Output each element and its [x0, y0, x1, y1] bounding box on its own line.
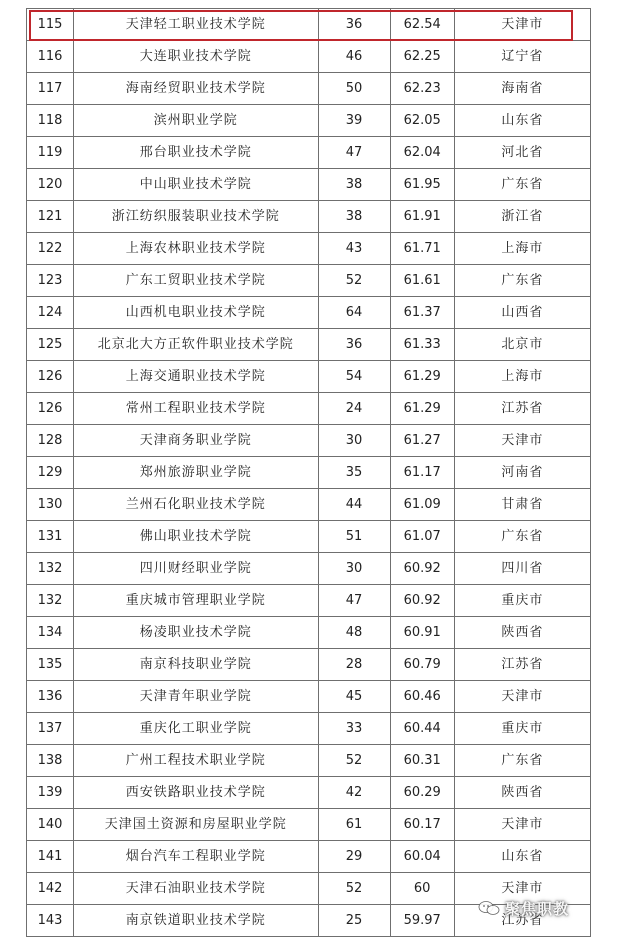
- rank-cell: 140: [27, 809, 74, 841]
- count-cell: 35: [318, 457, 390, 489]
- rank-cell: 143: [27, 905, 74, 937]
- college-name-cell: 重庆化工职业学院: [74, 713, 318, 745]
- table-row: [27, 393, 591, 425]
- college-name-cell: 西安铁路职业技术学院: [74, 777, 318, 809]
- rank-cell: 116: [27, 41, 74, 73]
- college-name-cell: 天津商务职业学院: [74, 425, 318, 457]
- table-row: [27, 137, 591, 169]
- province-cell: 陕西省: [454, 617, 590, 649]
- college-name-cell: 烟台汽车工程职业学院: [74, 841, 318, 873]
- province-cell: 江苏省: [454, 905, 590, 937]
- province-cell: 广东省: [454, 169, 590, 201]
- score-cell: 61.33: [390, 329, 454, 361]
- rank-cell: 142: [27, 873, 74, 905]
- table-row: [27, 841, 591, 873]
- rank-cell: 136: [27, 681, 74, 713]
- province-cell: 重庆市: [454, 713, 590, 745]
- table-row: [27, 489, 591, 521]
- table-row: [27, 233, 591, 265]
- college-name-cell: 兰州石化职业技术学院: [74, 489, 318, 521]
- province-cell: 山东省: [454, 105, 590, 137]
- ranking-table: [26, 8, 591, 937]
- table-row: [27, 681, 591, 713]
- province-cell: 广东省: [454, 745, 590, 777]
- rank-cell: 120: [27, 169, 74, 201]
- province-cell: 河北省: [454, 137, 590, 169]
- table-row: [27, 41, 591, 73]
- score-cell: 60.79: [390, 649, 454, 681]
- college-name-cell: 天津轻工职业技术学院: [74, 9, 318, 41]
- rank-cell: 129: [27, 457, 74, 489]
- watermark-text: 聚焦职教: [505, 899, 570, 918]
- watermark: [478, 896, 569, 920]
- score-cell: 60.92: [390, 585, 454, 617]
- province-cell: 上海市: [454, 233, 590, 265]
- college-name-cell: 滨州职业学院: [74, 105, 318, 137]
- rank-cell: 126: [27, 393, 74, 425]
- count-cell: 24: [318, 393, 390, 425]
- province-cell: 北京市: [454, 329, 590, 361]
- count-cell: 30: [318, 553, 390, 585]
- province-cell: 天津市: [454, 9, 590, 41]
- count-cell: 38: [318, 169, 390, 201]
- count-cell: 38: [318, 201, 390, 233]
- count-cell: 61: [318, 809, 390, 841]
- rank-cell: 138: [27, 745, 74, 777]
- college-name-cell: 大连职业技术学院: [74, 41, 318, 73]
- province-cell: 陕西省: [454, 777, 590, 809]
- table-row: [27, 9, 591, 41]
- score-cell: 60.17: [390, 809, 454, 841]
- score-cell: 61.29: [390, 361, 454, 393]
- table-row: [27, 649, 591, 681]
- province-cell: 天津市: [454, 809, 590, 841]
- province-cell: 辽宁省: [454, 41, 590, 73]
- province-cell: 广东省: [454, 265, 590, 297]
- count-cell: 48: [318, 617, 390, 649]
- rank-cell: 121: [27, 201, 74, 233]
- table-row: [27, 105, 591, 137]
- rank-cell: 132: [27, 585, 74, 617]
- count-cell: 45: [318, 681, 390, 713]
- province-cell: 重庆市: [454, 585, 590, 617]
- table-row: [27, 809, 591, 841]
- college-name-cell: 广东工贸职业技术学院: [74, 265, 318, 297]
- score-cell: 61.37: [390, 297, 454, 329]
- province-cell: 天津市: [454, 681, 590, 713]
- college-name-cell: 海南经贸职业技术学院: [74, 73, 318, 105]
- wechat-icon: [478, 900, 500, 916]
- rank-cell: 135: [27, 649, 74, 681]
- count-cell: 43: [318, 233, 390, 265]
- score-cell: 61.95: [390, 169, 454, 201]
- table-row: [27, 201, 591, 233]
- table-row: [27, 745, 591, 777]
- table-row: [27, 457, 591, 489]
- rank-cell: 122: [27, 233, 74, 265]
- college-name-cell: 邢台职业技术学院: [74, 137, 318, 169]
- college-name-cell: 上海交通职业技术学院: [74, 361, 318, 393]
- province-cell: 江苏省: [454, 393, 590, 425]
- count-cell: 52: [318, 873, 390, 905]
- table-row: [27, 617, 591, 649]
- province-cell: 甘肃省: [454, 489, 590, 521]
- count-cell: 47: [318, 585, 390, 617]
- count-cell: 36: [318, 9, 390, 41]
- count-cell: 39: [318, 105, 390, 137]
- count-cell: 28: [318, 649, 390, 681]
- score-cell: 61.91: [390, 201, 454, 233]
- count-cell: 42: [318, 777, 390, 809]
- score-cell: 61.29: [390, 393, 454, 425]
- province-cell: 浙江省: [454, 201, 590, 233]
- ranking-table-body: [27, 9, 591, 937]
- college-name-cell: 南京铁道职业技术学院: [74, 905, 318, 937]
- college-name-cell: 北京北大方正软件职业技术学院: [74, 329, 318, 361]
- score-cell: 60.44: [390, 713, 454, 745]
- count-cell: 33: [318, 713, 390, 745]
- rank-cell: 124: [27, 297, 74, 329]
- count-cell: 29: [318, 841, 390, 873]
- table-row: [27, 777, 591, 809]
- college-name-cell: 佛山职业技术学院: [74, 521, 318, 553]
- rank-cell: 125: [27, 329, 74, 361]
- score-cell: 62.25: [390, 41, 454, 73]
- score-cell: 62.54: [390, 9, 454, 41]
- score-cell: 61.17: [390, 457, 454, 489]
- province-cell: 河南省: [454, 457, 590, 489]
- score-cell: 60.29: [390, 777, 454, 809]
- province-cell: 山东省: [454, 841, 590, 873]
- college-name-cell: 四川财经职业学院: [74, 553, 318, 585]
- rank-cell: 126: [27, 361, 74, 393]
- rank-cell: 139: [27, 777, 74, 809]
- count-cell: 51: [318, 521, 390, 553]
- count-cell: 30: [318, 425, 390, 457]
- table-row: [27, 265, 591, 297]
- college-name-cell: 杨凌职业技术学院: [74, 617, 318, 649]
- rank-cell: 137: [27, 713, 74, 745]
- count-cell: 47: [318, 137, 390, 169]
- college-name-cell: 天津国土资源和房屋职业学院: [74, 809, 318, 841]
- rank-cell: 123: [27, 265, 74, 297]
- score-cell: 60.46: [390, 681, 454, 713]
- score-cell: 59.97: [390, 905, 454, 937]
- college-name-cell: 郑州旅游职业学院: [74, 457, 318, 489]
- count-cell: 44: [318, 489, 390, 521]
- score-cell: 62.04: [390, 137, 454, 169]
- score-cell: 60.04: [390, 841, 454, 873]
- score-cell: 60: [390, 873, 454, 905]
- score-cell: 60.92: [390, 553, 454, 585]
- college-name-cell: 广州工程技术职业学院: [74, 745, 318, 777]
- table-row: [27, 585, 591, 617]
- count-cell: 52: [318, 265, 390, 297]
- count-cell: 64: [318, 297, 390, 329]
- score-cell: 61.27: [390, 425, 454, 457]
- province-cell: 海南省: [454, 73, 590, 105]
- college-name-cell: 天津青年职业学院: [74, 681, 318, 713]
- score-cell: 62.05: [390, 105, 454, 137]
- table-row: [27, 425, 591, 457]
- rank-cell: 117: [27, 73, 74, 105]
- score-cell: 61.09: [390, 489, 454, 521]
- score-cell: 61.71: [390, 233, 454, 265]
- rank-cell: 131: [27, 521, 74, 553]
- province-cell: 天津市: [454, 425, 590, 457]
- college-name-cell: 天津石油职业技术学院: [74, 873, 318, 905]
- table-row: [27, 553, 591, 585]
- college-name-cell: 重庆城市管理职业学院: [74, 585, 318, 617]
- province-cell: 广东省: [454, 521, 590, 553]
- rank-cell: 128: [27, 425, 74, 457]
- college-name-cell: 山西机电职业技术学院: [74, 297, 318, 329]
- count-cell: 36: [318, 329, 390, 361]
- table-row: [27, 73, 591, 105]
- table-row: [27, 521, 591, 553]
- count-cell: 54: [318, 361, 390, 393]
- table-row: [27, 713, 591, 745]
- rank-cell: 130: [27, 489, 74, 521]
- college-name-cell: 常州工程职业技术学院: [74, 393, 318, 425]
- score-cell: 62.23: [390, 73, 454, 105]
- college-name-cell: 上海农林职业技术学院: [74, 233, 318, 265]
- score-cell: 61.07: [390, 521, 454, 553]
- score-cell: 61.61: [390, 265, 454, 297]
- count-cell: 52: [318, 745, 390, 777]
- rank-cell: 141: [27, 841, 74, 873]
- table-row: [27, 169, 591, 201]
- province-cell: 天津市: [454, 873, 590, 905]
- rank-cell: 118: [27, 105, 74, 137]
- table-row: [27, 329, 591, 361]
- college-name-cell: 南京科技职业学院: [74, 649, 318, 681]
- table-row: [27, 297, 591, 329]
- count-cell: 46: [318, 41, 390, 73]
- college-name-cell: 中山职业技术学院: [74, 169, 318, 201]
- rank-cell: 119: [27, 137, 74, 169]
- rank-cell: 115: [27, 9, 74, 41]
- count-cell: 50: [318, 73, 390, 105]
- province-cell: 四川省: [454, 553, 590, 585]
- score-cell: 60.31: [390, 745, 454, 777]
- count-cell: 25: [318, 905, 390, 937]
- province-cell: 江苏省: [454, 649, 590, 681]
- table-row: [27, 361, 591, 393]
- score-cell: 60.91: [390, 617, 454, 649]
- rank-cell: 132: [27, 553, 74, 585]
- college-name-cell: 浙江纺织服装职业技术学院: [74, 201, 318, 233]
- province-cell: 上海市: [454, 361, 590, 393]
- rank-cell: 134: [27, 617, 74, 649]
- province-cell: 山西省: [454, 297, 590, 329]
